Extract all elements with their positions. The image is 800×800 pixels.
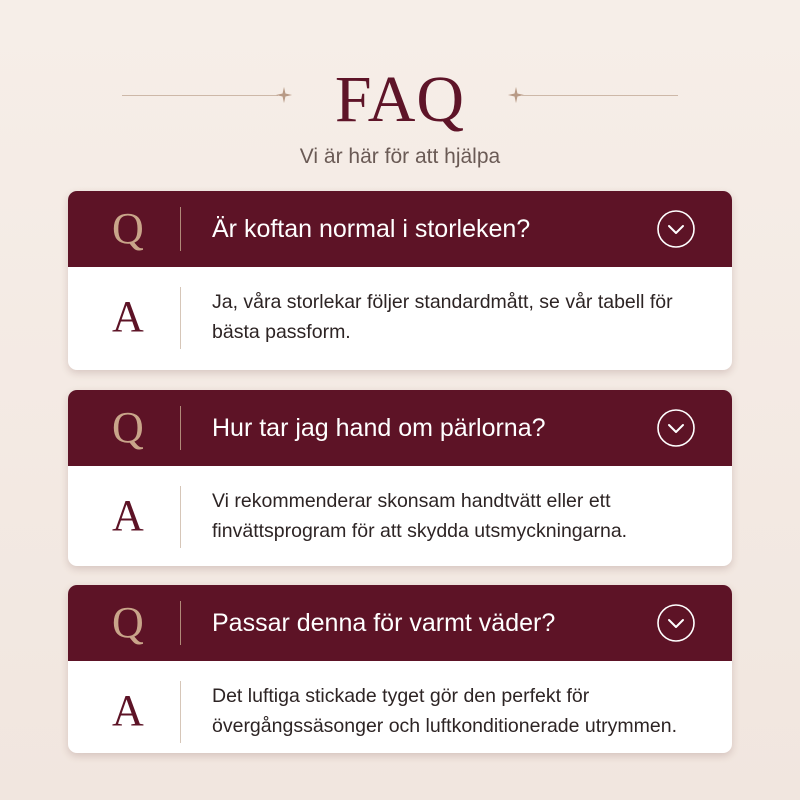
question-marker: Q xyxy=(112,204,144,253)
answer-marker: A xyxy=(112,292,144,341)
question-divider xyxy=(180,207,181,251)
faq-item xyxy=(68,191,732,370)
faq-question-row[interactable] xyxy=(68,191,732,267)
question-marker: Q xyxy=(112,598,144,647)
faq-question-row[interactable] xyxy=(68,390,732,466)
chevron-down-icon[interactable] xyxy=(656,603,696,643)
divider-line-right xyxy=(522,95,678,96)
page-title: FAQ xyxy=(334,63,466,136)
faq-question-row[interactable] xyxy=(68,585,732,661)
faq-answer: Det luftiga stickade tyget gör den perfekt för övergångssäsonger och luftkonditionerade utrymmen. xyxy=(212,685,678,737)
faq-answer-row xyxy=(68,661,732,753)
faq-question: Passar denna för varmt väder? xyxy=(212,609,556,637)
faq-question: Hur tar jag hand om pärlorna? xyxy=(212,414,546,442)
chevron-down-icon[interactable] xyxy=(656,209,696,249)
faq-answer-row xyxy=(68,267,732,367)
faq-item xyxy=(68,390,732,566)
faq-header xyxy=(0,50,800,170)
question-marker: Q xyxy=(112,403,144,452)
faq-answer: Ja, våra storlekar följer standardmått, se vår tabell för bästa passform. xyxy=(212,291,673,343)
faq-answer-row xyxy=(68,466,732,566)
faq-answer: Vi rekommenderar skonsam handtvätt eller ett finvättsprogram för att skydda utsmyckningarna. xyxy=(212,490,628,542)
chevron-down-icon[interactable] xyxy=(656,408,696,448)
page-subtitle: Vi är här för att hjälpa xyxy=(299,145,501,168)
answer-divider xyxy=(180,681,181,743)
question-divider xyxy=(180,601,181,645)
answer-marker: A xyxy=(112,686,144,735)
faq-question: Är koftan normal i storleken? xyxy=(212,215,531,243)
answer-divider xyxy=(180,287,181,349)
answer-marker: A xyxy=(112,491,144,540)
answer-divider xyxy=(180,486,181,548)
faq-item xyxy=(68,585,732,753)
question-divider xyxy=(180,406,181,450)
